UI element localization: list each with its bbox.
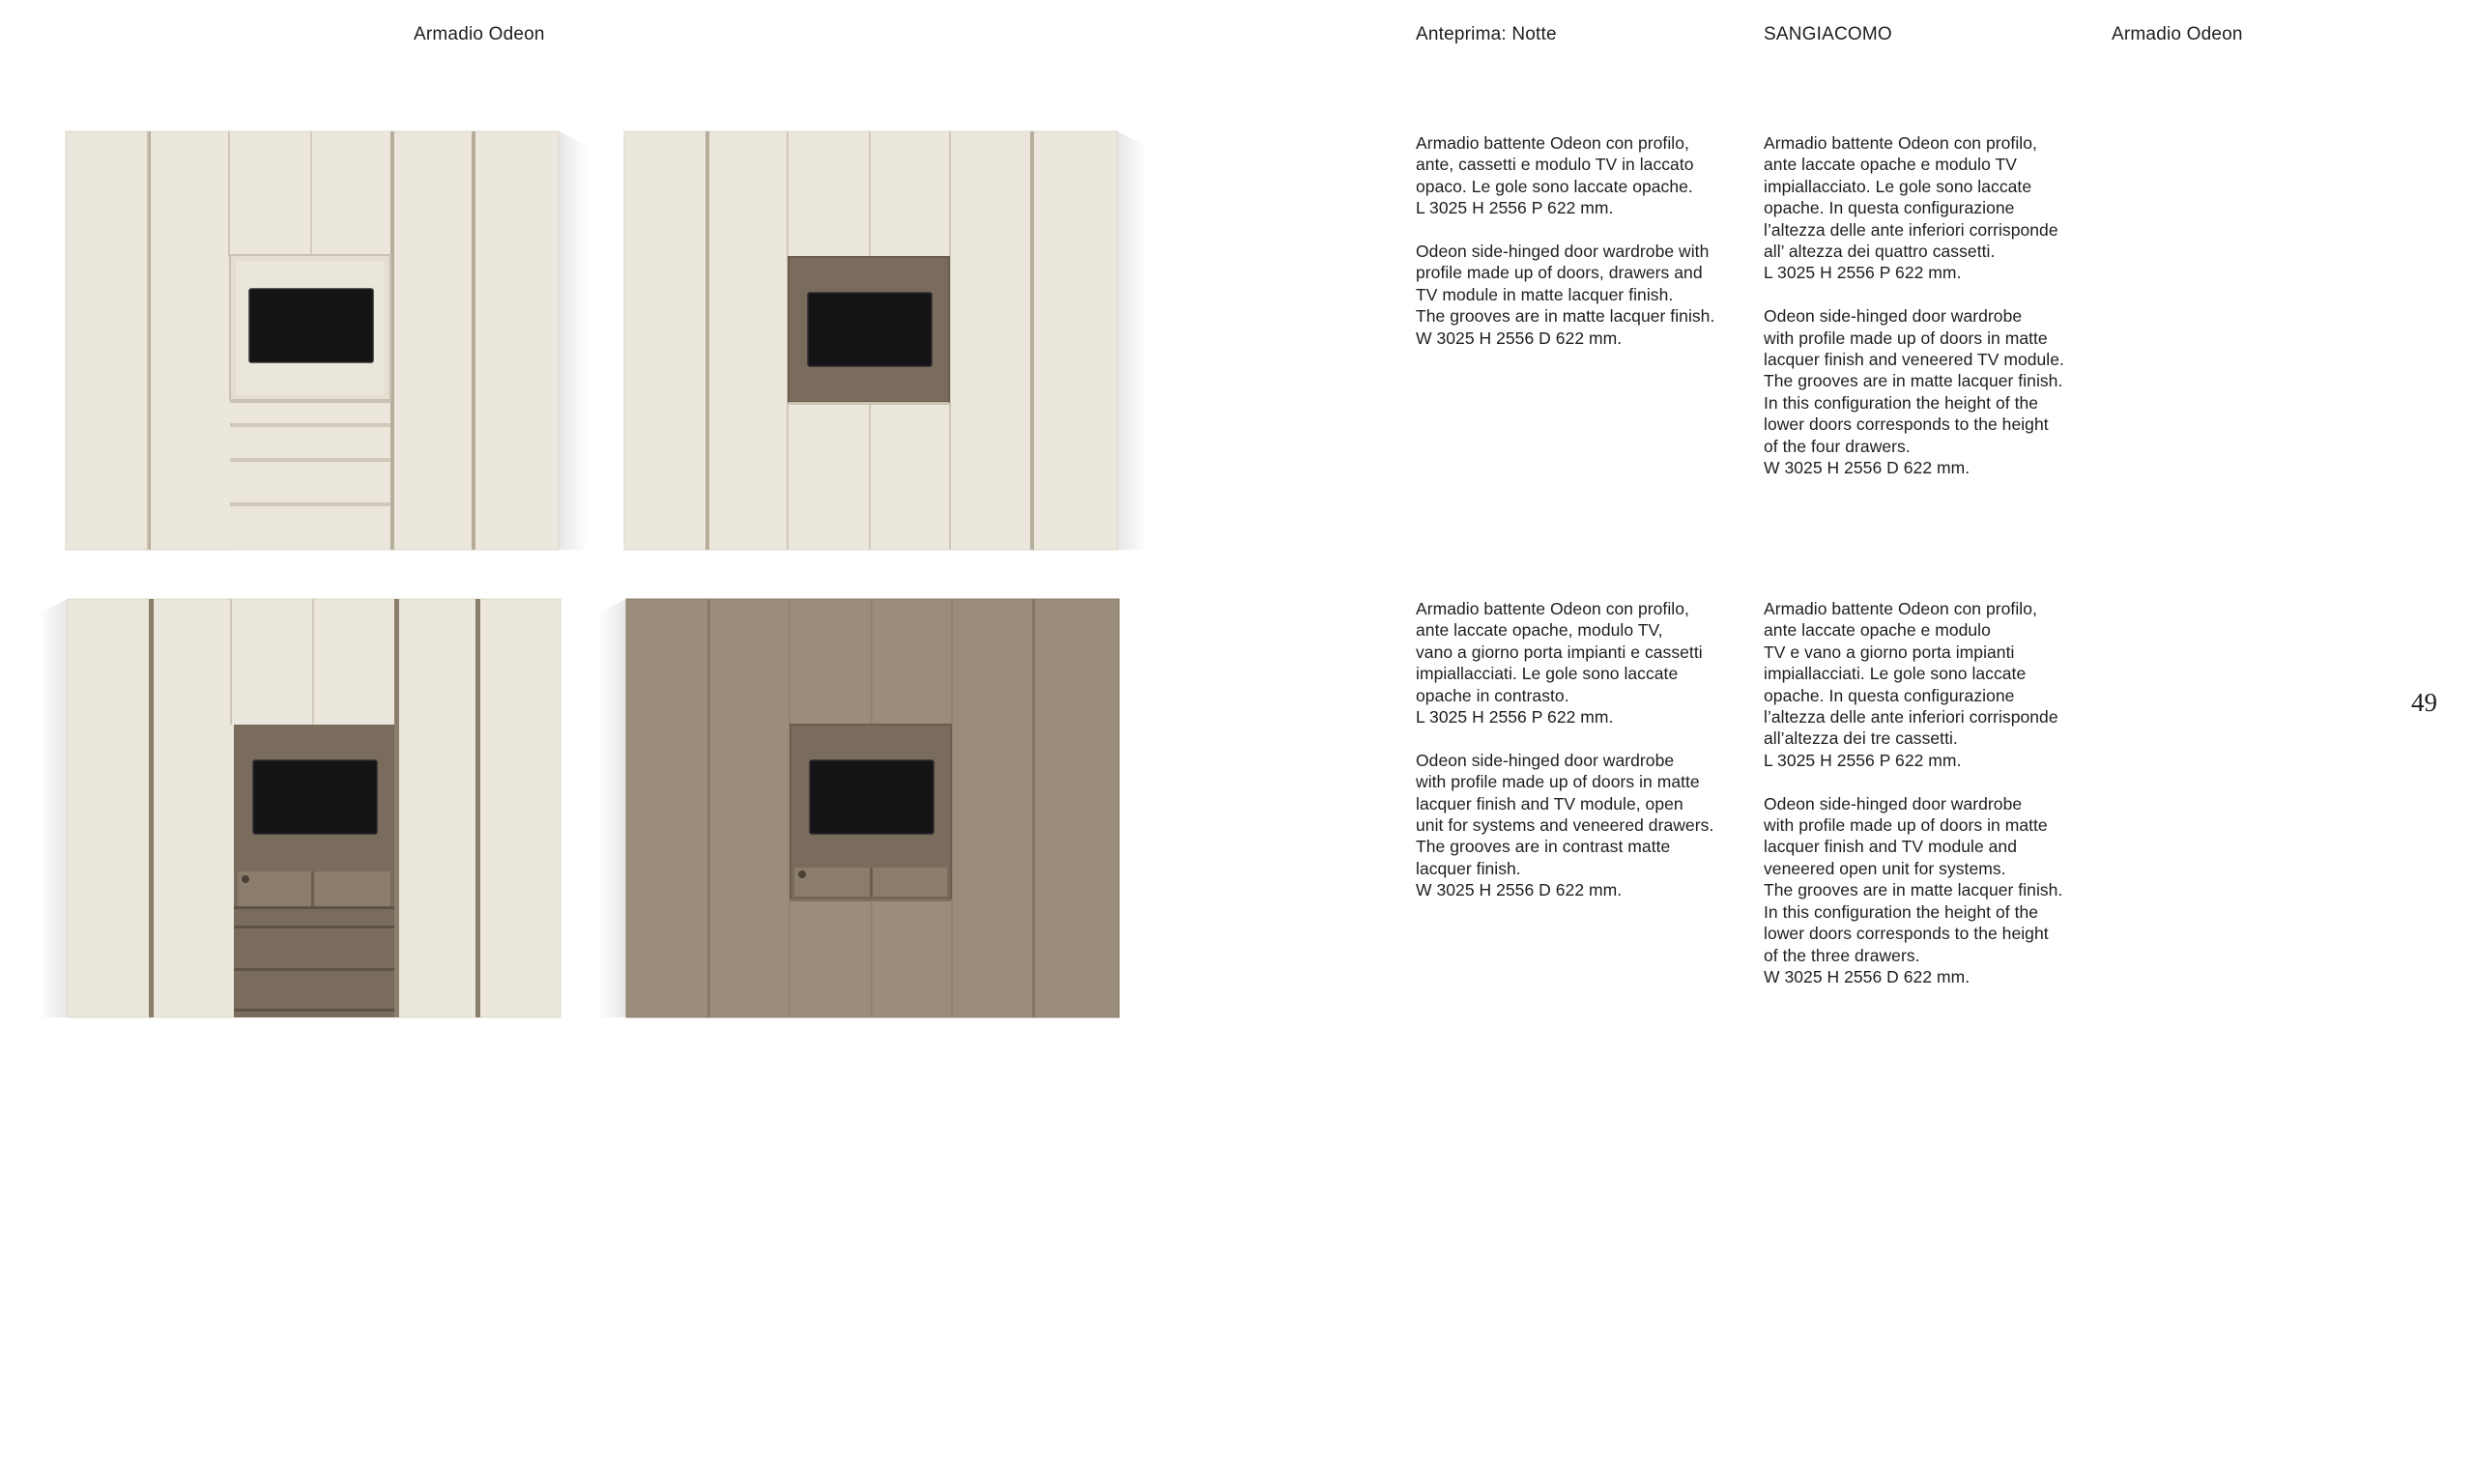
description-row1-col2: Armadio battente Odeon con profilo, ante laccate opache e modulo TV impiallacciato. Le gole sono laccate opache. In questa configurazione l’altezza delle ante inferiori corrisponde all’ altezza dei quattro cassetti. L 3025 H 2556 P 622 mm. Odeon side-hinged door wardrobe with profile made up of doors in matte lacquer finish and veneered TV module. The grooves are in matte lacquer finish. In this configuration the height of the lower doors corresponds to the height of the four drawers. W 3025 H 2556 D 622 mm. [1764,133,2064,478]
wardrobe-taupe-tv-open-unit-illustration [626,599,1119,1017]
wardrobe-image-1 [66,131,559,550]
wardrobe-image-2 [624,131,1117,550]
header-section: Anteprima: Notte [1416,24,1557,44]
wardrobe-image-4 [626,599,1119,1017]
wardrobe-ivory-veneer-tv-illustration [624,131,1117,550]
description-row2-col2: Armadio battente Odeon con profilo, ante laccate opache e modulo TV e vano a giorno porta impianti impiallacciati. Le gole sono laccate opache. In questa configurazione l’altezza delle ante inferiori corrisponde all’altezza dei tre cassetti. L 3025 H 2556 P 622 mm. Odeon side-hinged door wardrobe with profile made up of doors in matte lacquer finish and TV module and veneered open unit for systems. The grooves are in matte lacquer finish. In this configuration the height of the lower doors corresponds to the height of the three drawers. W 3025 H 2556 D 622 mm. [1764,599,2063,986]
wardrobe-ivory-contrast-grooves-illustration [68,599,561,1017]
header-right-title: Armadio Odeon [2112,24,2243,44]
header-left-title: Armadio Odeon [414,24,545,44]
description-row2-col1: Armadio battente Odeon con profilo, ante laccate opache, modulo TV, vano a giorno porta impianti e cassetti impiallacciati. Le gole sono laccate opache in contrasto. L 3025 H 2556 P 622 mm. Odeon side-hinged door wardrobe with profile made up of doors in matte lacquer finish and TV module, open unit for systems and veneered drawers. The grooves are in contrast matte lacquer finish. W 3025 H 2556 D 622 mm. [1416,599,1714,900]
description-row1-col1: Armadio battente Odeon con profilo, ante, cassetti e modulo TV in laccato opaco. Le gole sono laccate opache. L 3025 H 2556 P 622 mm. Odeon side-hinged door wardrobe with profile made up of doors, drawers and TV module in matte lacquer finish. The grooves are in matte lacquer finish. W 3025 H 2556 D 622 mm. [1416,133,1715,348]
header-brand: SANGIACOMO [1764,24,1892,44]
wardrobe-image-3 [68,599,561,1017]
page-number: 49 [2411,688,2437,717]
wardrobe-ivory-tv-drawers-illustration [66,131,559,550]
